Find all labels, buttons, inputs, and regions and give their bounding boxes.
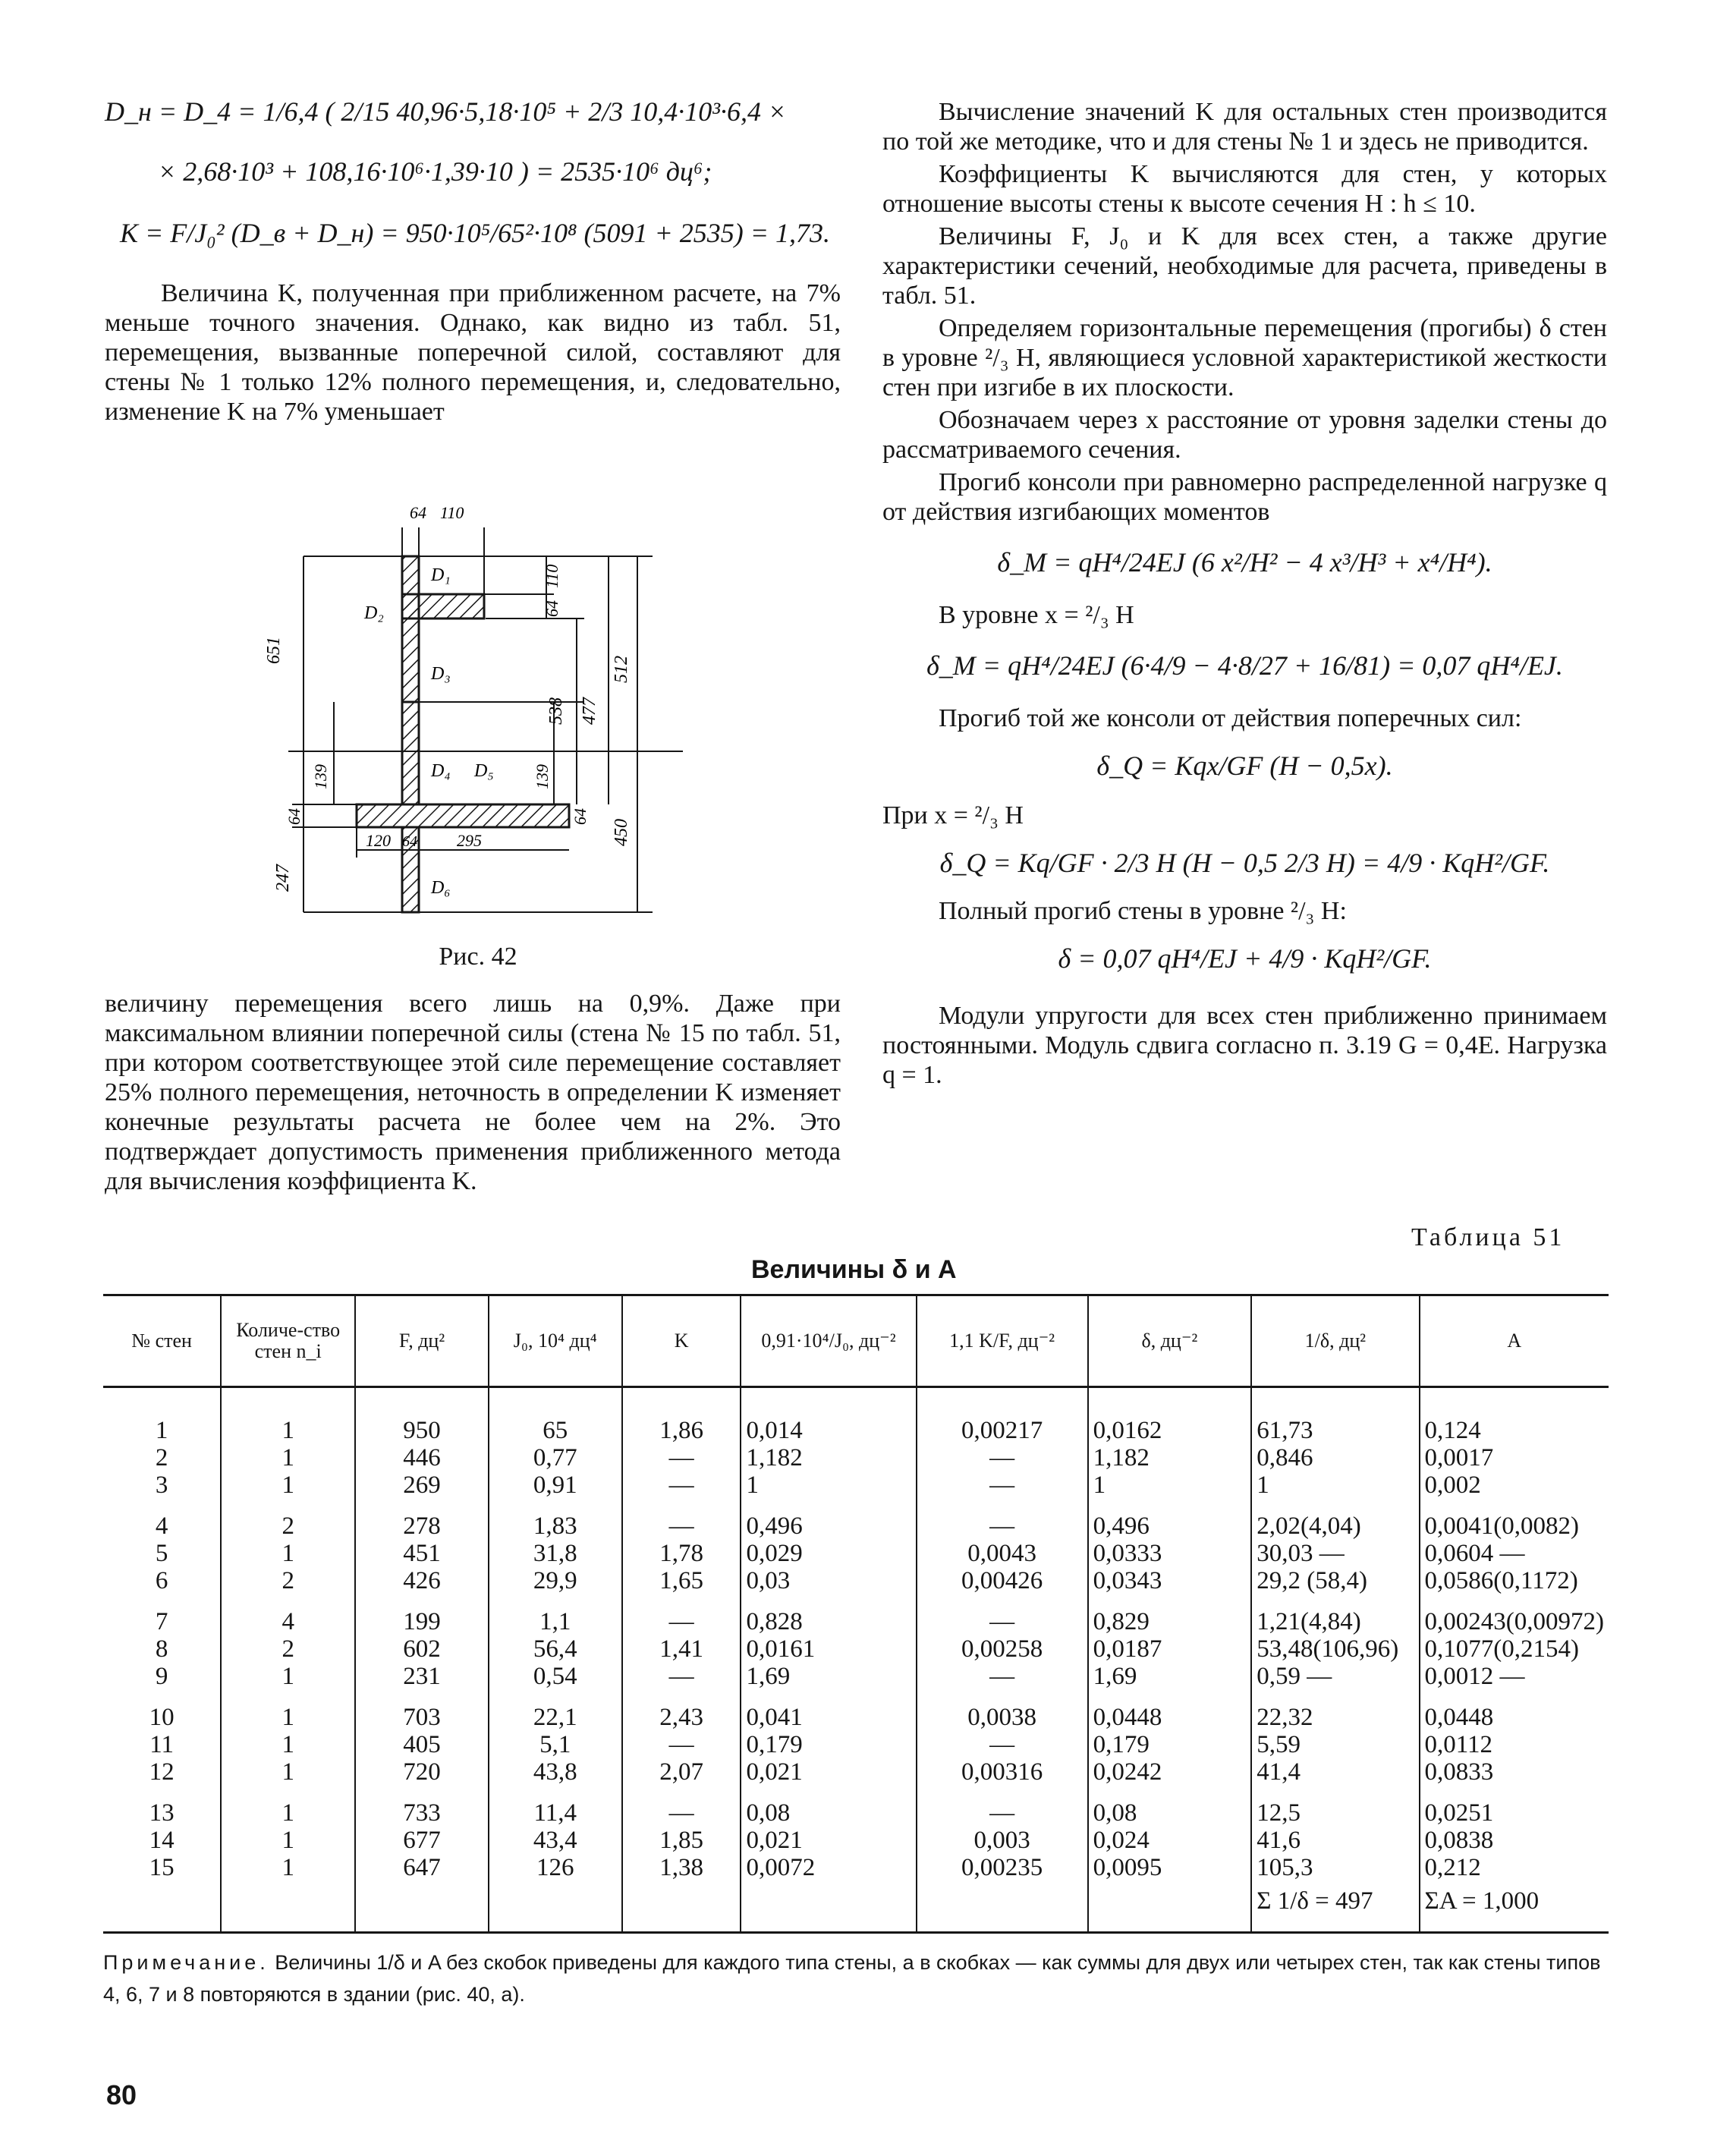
table-cell: 1: [221, 1540, 355, 1567]
label-d1: D₁: [431, 565, 451, 585]
dim-651: 651: [264, 637, 284, 664]
table-cell: 10: [149, 1704, 175, 1731]
sum-inv-delta: Σ 1/δ = 497: [1251, 1881, 1419, 1933]
table-cell: 0,496: [1088, 1499, 1252, 1540]
table-cell: 1,69: [741, 1663, 916, 1690]
table-cell: 1,83: [489, 1499, 622, 1540]
dim-139-left: 139: [311, 764, 330, 789]
table-cell: 8: [155, 1635, 168, 1663]
table-cell: 0,0838: [1420, 1827, 1609, 1854]
table-cell: 1,78: [622, 1540, 741, 1567]
formula-delta-m: δ_M = qH⁴/24EJ (6 x²/H² − 4 x³/H³ + x⁴/H⁴).: [997, 547, 1492, 578]
table-cell: 405: [355, 1731, 489, 1758]
table-cell-empty: [917, 1881, 1088, 1933]
table-cell: 602: [355, 1635, 489, 1663]
table-cell: 1: [221, 1786, 355, 1827]
table-cell: 31,8: [489, 1540, 622, 1567]
table-cell: 0,846: [1251, 1444, 1419, 1471]
table-row: [103, 1786, 1609, 1827]
table-cell: 1: [221, 1663, 355, 1690]
table-row: [103, 1854, 1609, 1881]
paragraph-r4: Определяем горизонтальные перемещения (прогибы) δ стен в уровне ²/₃ H, являющиеся условной характеристикой жесткости стен при изгибе в их плоскости.: [882, 314, 1607, 401]
table-cell: 0,08: [1088, 1786, 1252, 1827]
table-cell: 0,0251: [1420, 1786, 1609, 1827]
paragraph-r11: Модули упругости для всех стен приближенно принимаем постоянными. Модуль сдвига согласно п. 3.19 G = 0,4E. Нагрузка q = 1.: [882, 1002, 1607, 1089]
table-cell: —: [917, 1471, 1088, 1499]
table-cell: 0,024: [1088, 1827, 1252, 1854]
table-cell: —: [622, 1499, 741, 1540]
table-cell: 2: [221, 1567, 355, 1594]
table-cell: 14: [149, 1827, 175, 1854]
web-upper: [402, 556, 419, 702]
table-cell: 0,0333: [1088, 1540, 1252, 1567]
table-row: [103, 1758, 1609, 1786]
table-cell: 4: [155, 1512, 168, 1540]
table-cell: 29,9: [489, 1567, 622, 1594]
label-d3: D₃: [431, 664, 451, 684]
table-cell: 0,0072: [741, 1854, 916, 1881]
table-row: [103, 1690, 1609, 1731]
table-cell: 0,54: [489, 1663, 622, 1690]
table-row: [103, 1540, 1609, 1567]
table-cell: 0,0161: [741, 1635, 916, 1663]
table-cell: 0,0242: [1088, 1758, 1252, 1786]
page-number: 80: [106, 2079, 137, 2110]
table-cell: 0,0448: [1420, 1690, 1609, 1731]
table-cell: 231: [355, 1663, 489, 1690]
table-cell: 950: [355, 1387, 489, 1445]
table-cell: 0,00426: [917, 1567, 1088, 1594]
table-cell-empty: [221, 1881, 355, 1933]
table-cell: 1: [221, 1758, 355, 1786]
formula-k: K = F/J₀² (D_в + D_н) = 950·10⁵/65²·10⁸ (5091 + 2535) = 1,73.: [120, 218, 831, 248]
table-cell: 4: [221, 1594, 355, 1635]
dim-247: 247: [273, 864, 293, 892]
table-cell: 0,59 —: [1251, 1663, 1419, 1690]
table-cell: 0,0833: [1420, 1758, 1609, 1786]
table-cell: 0,00316: [917, 1758, 1088, 1786]
header-11k-f: 1,1 K/F, дц⁻²: [917, 1295, 1088, 1387]
header-j0: J₀, 10⁴ дц⁴: [489, 1295, 622, 1387]
table-cell: —: [917, 1663, 1088, 1690]
table-cell: 0,002: [1420, 1471, 1609, 1499]
formula-delta-q: δ_Q = Kqx/GF (H − 0,5x).: [1096, 751, 1393, 781]
dim-64-right: 64: [543, 600, 561, 617]
table-cell: —: [917, 1499, 1088, 1540]
table-cell-empty: [1088, 1881, 1252, 1933]
table-cell-empty: [741, 1881, 916, 1933]
table-cell: —: [917, 1731, 1088, 1758]
table-cell: 1: [221, 1731, 355, 1758]
table-cell: 1,86: [622, 1387, 741, 1445]
table-cell: 2,43: [622, 1690, 741, 1731]
table-cell: 2: [155, 1444, 168, 1471]
label-d6: D₆: [431, 878, 451, 898]
paragraph-r3: Величины F, J₀ и K для всех стен, а также другие характеристики сечений, необходимые для расчета, приведены в табл. 51.: [882, 222, 1607, 310]
header-inv-delta: 1/δ, дц²: [1251, 1295, 1419, 1387]
dim-477: 477: [580, 697, 599, 725]
table-cell: 0,212: [1420, 1854, 1609, 1881]
table-body: [103, 1387, 1609, 1933]
header-wall-no: № стен: [103, 1295, 221, 1387]
dim-139-right: 139: [533, 764, 552, 789]
table-cell: 22,1: [489, 1690, 622, 1731]
header-k: K: [622, 1295, 741, 1387]
table-cell: 0,0038: [917, 1690, 1088, 1731]
table-cell: 0,0604 —: [1420, 1540, 1609, 1567]
paragraph-r6: Прогиб консоли при равномерно распределенной нагрузке q от действия изгибающих моментов: [882, 468, 1607, 526]
table-cell: 6: [155, 1567, 168, 1594]
figure-caption: Рис. 42: [439, 943, 517, 971]
table-cell: 1: [221, 1690, 355, 1731]
table-cell: 0,828: [741, 1594, 916, 1635]
table-cell: 0,003: [917, 1827, 1088, 1854]
table-cell: 1: [221, 1444, 355, 1471]
table-row: [103, 1635, 1609, 1663]
table-cell: 199: [355, 1594, 489, 1635]
table-cell: 2: [221, 1499, 355, 1540]
table-cell: 1,21(4,84): [1251, 1594, 1419, 1635]
table-cell: 0,014: [741, 1387, 916, 1445]
table-cell: 451: [355, 1540, 489, 1567]
table-header-row: [103, 1295, 1609, 1387]
table-cell: 0,00235: [917, 1854, 1088, 1881]
table-cell: 1,38: [622, 1854, 741, 1881]
paragraph-r5: Обозначаем через x расстояние от уровня заделки стены до рассматриваемого сечения.: [882, 406, 1607, 464]
label-d4: D₄: [431, 761, 451, 781]
paragraph-k-approximation: Величина K, полученная при приближенном расчете, на 7% меньше точного значения. Однако, как видно из табл. 51, перемещения, вызванные поперечной силой, составляют для стены № 1 только 12% полного перемещения, и, следовательно, изменение K на 7% уменьшает: [105, 279, 841, 426]
table-cell: 1: [221, 1387, 355, 1445]
table-cell: 269: [355, 1471, 489, 1499]
table-cell: 0,1077(0,2154): [1420, 1635, 1609, 1663]
header-091-j0: 0,91·10⁴/J₀, дц⁻²: [741, 1295, 916, 1387]
dim-64-top: 64: [410, 503, 426, 522]
table-cell: 22,32: [1251, 1690, 1419, 1731]
table-cell: 1,41: [622, 1635, 741, 1663]
table-cell: 1: [1251, 1471, 1419, 1499]
table-cell: 0,77: [489, 1444, 622, 1471]
table-cell: 0,0043: [917, 1540, 1088, 1567]
dim-64-bottom: 64: [402, 833, 417, 850]
table-cell: 1,182: [741, 1444, 916, 1471]
table-cell: 43,8: [489, 1758, 622, 1786]
table-cell: 2: [221, 1635, 355, 1663]
table-row: [103, 1499, 1609, 1540]
table-cell: 0,029: [741, 1540, 916, 1567]
table-cell: 7: [155, 1608, 168, 1635]
table-row: [103, 1444, 1609, 1471]
table-cell: 1: [1088, 1471, 1252, 1499]
table-cell: 0,0041(0,0082): [1420, 1499, 1609, 1540]
table-row: [103, 1663, 1609, 1690]
table-cell: 1: [741, 1471, 916, 1499]
table-cell: —: [622, 1444, 741, 1471]
table-cell: 0,829: [1088, 1594, 1252, 1635]
formula-delta-m-level: δ_M = qH⁴/24EJ (6·4/9 − 4·8/27 + 16/81) = 0,07 qH⁴/EJ.: [926, 650, 1563, 681]
table-cell: 61,73: [1251, 1387, 1419, 1445]
sum-a: ΣA = 1,000: [1420, 1881, 1609, 1933]
table-cell: 278: [355, 1499, 489, 1540]
table-cell: 1: [155, 1417, 168, 1444]
table-cell: 5,1: [489, 1731, 622, 1758]
table-cell: 11,4: [489, 1786, 622, 1827]
table-cell: —: [917, 1444, 1088, 1471]
formula-delta-total: δ = 0,07 qH⁴/EJ + 4/9 · KqH²/GF.: [1058, 943, 1432, 974]
table-cell: 1: [221, 1471, 355, 1499]
table-cell: 53,48(106,96): [1251, 1635, 1419, 1663]
table-row: [103, 1387, 1609, 1445]
table-cell: 0,0343: [1088, 1567, 1252, 1594]
table-cell: 0,0095: [1088, 1854, 1252, 1881]
table-cell: 9: [155, 1663, 168, 1690]
left-column: [105, 90, 841, 430]
table-cell: 12,5: [1251, 1786, 1419, 1827]
table-cell: 426: [355, 1567, 489, 1594]
paragraph-r8: Прогиб той же консоли от действия поперечных сил:: [939, 704, 1522, 732]
header-f: F, дц²: [355, 1295, 489, 1387]
table-sum-row: [103, 1881, 1609, 1933]
table-cell: 29,2 (58,4): [1251, 1567, 1419, 1594]
table-cell: 13: [149, 1799, 175, 1827]
table-cell: 1,69: [1088, 1663, 1252, 1690]
table-cell: 720: [355, 1758, 489, 1786]
table-cell-empty: [103, 1881, 221, 1933]
table-row: [103, 1731, 1609, 1758]
dim-110-top: 110: [440, 503, 464, 522]
table-cell: 0,0012 —: [1420, 1663, 1609, 1690]
table-row: [103, 1594, 1609, 1635]
table-cell: 41,4: [1251, 1758, 1419, 1786]
web-lower: [402, 702, 419, 804]
table-cell: 0,124: [1420, 1387, 1609, 1445]
table-cell: 126: [489, 1854, 622, 1881]
table-cell: —: [622, 1471, 741, 1499]
table-cell: 15: [149, 1854, 175, 1881]
paragraph-r1: Вычисление значений K для остальных стен производится по той же методике, что и для стены № 1 и здесь не приводится.: [882, 98, 1607, 156]
table-cell: 0,041: [741, 1690, 916, 1731]
table-cell: 0,021: [741, 1827, 916, 1854]
table-cell: 1,1: [489, 1594, 622, 1635]
dim-64-left: 64: [285, 808, 304, 825]
label-d5: D₅: [474, 761, 494, 781]
bottom-flange: [357, 804, 569, 827]
dim-512: 512: [612, 656, 631, 683]
table-cell: 43,4: [489, 1827, 622, 1854]
top-flange: [402, 594, 484, 618]
paragraph-accuracy: величину перемещения всего лишь на 0,9%. Даже при максимальном влиянии поперечной силы (стена № 15 по табл. 51, при котором соответствующее этой силе перемещение составляет 25% полного перемещения, неточность в определении K изменяет конечные результаты расчета не более чем на 2%. Это подтверждает допустимость применения приближенного метода для вычисления коэффициента K.: [105, 990, 841, 1195]
table-cell: 56,4: [489, 1635, 622, 1663]
table-cell: 0,0448: [1088, 1690, 1252, 1731]
table-cell: —: [622, 1731, 741, 1758]
table-cell-empty: [355, 1881, 489, 1933]
table-cell: 0,00258: [917, 1635, 1088, 1663]
table-cell: 647: [355, 1854, 489, 1881]
table-cell: 677: [355, 1827, 489, 1854]
table-51: [103, 1294, 1609, 1934]
table-cell: 0,0187: [1088, 1635, 1252, 1663]
table-cell: 1,85: [622, 1827, 741, 1854]
table-cell: 1: [221, 1854, 355, 1881]
dim-450: 450: [612, 819, 631, 846]
table-cell: 0,00217: [917, 1387, 1088, 1445]
table-cell: 0,00243(0,00972): [1420, 1594, 1609, 1635]
dim-64-flange: 64: [571, 808, 590, 825]
header-count: Количе-ство стен n_i: [221, 1295, 355, 1387]
formula-dn-line1: D_н = D_4 = 1/6,4 ( 2/15 40,96·5,18·10⁵ + 2/3 10,4·10³·6,4 ×: [105, 96, 787, 127]
table-cell: 0,91: [489, 1471, 622, 1499]
table-cell: 65: [489, 1387, 622, 1445]
table-cell: 0,0112: [1420, 1731, 1609, 1758]
formula-dn-line2: × 2,68·10³ + 108,16·10⁶·1,39·10 ) = 2535·10⁶ дц⁶;: [158, 156, 712, 187]
table-title: Величины δ и A: [751, 1255, 957, 1284]
table-cell: 0,179: [1088, 1731, 1252, 1758]
table-cell: 2,02(4,04): [1251, 1499, 1419, 1540]
table-cell: 1,182: [1088, 1444, 1252, 1471]
table-note: [103, 1947, 1609, 2010]
table-cell: 0,03: [741, 1567, 916, 1594]
dim-295: 295: [457, 831, 482, 850]
table-cell-empty: [489, 1881, 622, 1933]
paragraph-r10: Полный прогиб стены в уровне ²/₃ H:: [939, 897, 1347, 925]
table-cell: 0,0017: [1420, 1444, 1609, 1471]
table-cell: —: [622, 1663, 741, 1690]
table-row: [103, 1827, 1609, 1854]
table-cell: —: [622, 1594, 741, 1635]
table-cell: —: [917, 1594, 1088, 1635]
table-cell: 1,65: [622, 1567, 741, 1594]
table-cell: —: [622, 1786, 741, 1827]
label-d2: D₂: [364, 603, 384, 623]
header-delta: δ, дц⁻²: [1088, 1295, 1252, 1387]
table-cell: 0,08: [741, 1786, 916, 1827]
table-cell: 105,3: [1251, 1854, 1419, 1881]
paragraph-r2: Коэффициенты K вычисляются для стен, у которых отношение высоты стены к высоте сечения H : h ≤ 10.: [882, 160, 1607, 218]
table-cell: 0,496: [741, 1499, 916, 1540]
paragraph-r9: При x = ²/₃ H: [882, 801, 1024, 829]
table-cell: 30,03 —: [1251, 1540, 1419, 1567]
table-cell: 1: [221, 1827, 355, 1854]
note-text: Величины 1/δ и A без скобок приведены для каждого типа стены, а в скобках — как суммы для двух или четырех стен, так как стены типов 4, 6, 7 и 8 повторяются в здании (рис. 40, a).: [103, 1951, 1601, 2006]
figure-42-wall-section: [258, 497, 698, 937]
table-cell: 11: [149, 1731, 174, 1758]
table-cell: 3: [155, 1471, 168, 1499]
table-cell: 12: [149, 1758, 175, 1786]
table-cell: 0,0162: [1088, 1387, 1252, 1445]
right-column: [882, 97, 1607, 1093]
table-cell: 5: [155, 1540, 168, 1567]
paragraph-r7: В уровне x = ²/₃ H: [939, 601, 1134, 629]
dim-110-right: 110: [543, 564, 561, 588]
note-label: Примечание.: [103, 1951, 269, 1974]
table-cell: 0,021: [741, 1758, 916, 1786]
table-cell: 41,6: [1251, 1827, 1419, 1854]
dim-538: 538: [546, 697, 566, 725]
table-cell: 5,59: [1251, 1731, 1419, 1758]
table-cell: 446: [355, 1444, 489, 1471]
header-a: A: [1420, 1295, 1609, 1387]
table-row: [103, 1471, 1609, 1499]
table-cell: 733: [355, 1786, 489, 1827]
formula-delta-q-level: δ_Q = Kq/GF · 2/3 H (H − 0,5 2/3 H) = 4/9 · KqH²/GF.: [939, 848, 1550, 878]
table-cell: 703: [355, 1690, 489, 1731]
table-row: [103, 1567, 1609, 1594]
table-cell-empty: [622, 1881, 741, 1933]
table-cell: —: [917, 1786, 1088, 1827]
left-column-continued: [105, 989, 841, 1199]
dim-120: 120: [366, 831, 391, 850]
table-cell: 0,179: [741, 1731, 916, 1758]
table-cell: 0,0586(0,1172): [1420, 1567, 1609, 1594]
table-number: Таблица 51: [1411, 1223, 1565, 1251]
table-cell: 2,07: [622, 1758, 741, 1786]
